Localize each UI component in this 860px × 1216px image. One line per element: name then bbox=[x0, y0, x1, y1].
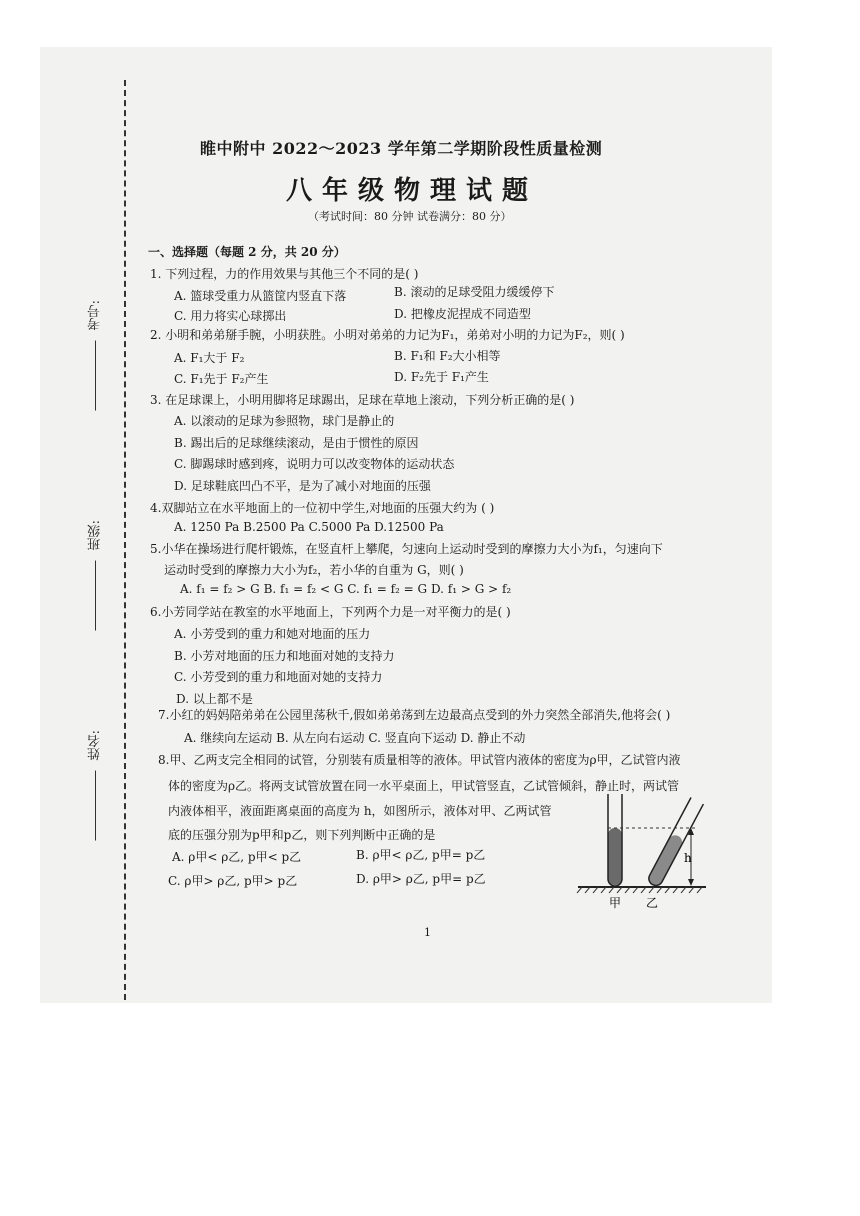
question-8-stem-line1: 8.甲、乙两支完全相同的试管，分别装有质量相等的液体。甲试管内液体的密度为ρ甲，乙试管内液 bbox=[158, 753, 681, 767]
question-1-stem: 1. 下列过程，力的作用效果与其他三个不同的是( ) bbox=[150, 267, 419, 281]
question-8-option-d: D. ρ甲> ρ乙, p甲= p乙 bbox=[356, 872, 486, 886]
question-3-stem: 3. 在足球课上，小明用脚将足球踢出，足球在草地上滚动，下列分析正确的是( ) bbox=[150, 393, 575, 407]
question-7-options: A. 继续向左运动 B. 从左向右运动 C. 竖直向下运动 D. 静止不动 bbox=[184, 731, 526, 745]
question-6-option-b: B. 小芳对地面的压力和地面对她的支持力 bbox=[174, 649, 395, 663]
question-8-stem-line4: 底的压强分别为p甲和p乙，则下列判断中正确的是 bbox=[168, 828, 436, 842]
tube-jia-label: 甲 bbox=[609, 896, 622, 910]
tube-jia-liquid bbox=[608, 828, 622, 885]
question-8-stem-line3: 内液体相平，液面距离桌面的高度为 h，如图所示，液体对甲、乙两试管 bbox=[168, 804, 552, 818]
class-blank bbox=[96, 561, 97, 631]
question-4-stem: 4.双脚站立在水平地面上的一位初中学生,对地面的压强大约为 ( ) bbox=[150, 501, 495, 515]
question-2-option-c: C. F₁先于 F₂产生 bbox=[174, 372, 269, 386]
height-arrow-bottom bbox=[688, 879, 694, 886]
height-label: h bbox=[684, 851, 692, 865]
section-heading: 一、选择题（每题 2 分，共 20 分） bbox=[148, 245, 346, 259]
question-6-option-d: D. 以上都不是 bbox=[176, 692, 253, 706]
exam-number-label: 考号: bbox=[88, 300, 103, 331]
question-3-option-d: D. 足球鞋底凹凸不平，是为了减小对地面的压强 bbox=[174, 479, 431, 493]
question-5-stem-line1: 5.小华在操场进行爬杆锻炼，在竖直杆上攀爬，匀速向上运动时受到的摩擦力大小为f₁，匀速向下 bbox=[150, 542, 663, 556]
question-3-option-c: C. 脚踢球时感到疼，说明力可以改变物体的运动状态 bbox=[174, 457, 455, 471]
name-label: 姓名: bbox=[88, 730, 103, 761]
question-8-option-c: C. ρ甲> ρ乙, p甲> p乙 bbox=[168, 874, 298, 888]
question-5-stem-line2: 运动时受到的摩擦力大小为f₂，若小华的自重为 G，则( ) bbox=[164, 563, 464, 577]
binding-dashed-line bbox=[124, 80, 126, 1000]
question-3-option-a: A. 以滚动的足球为参照物，球门是静止的 bbox=[174, 414, 395, 428]
question-8-option-b: B. ρ甲< ρ乙, p甲= p乙 bbox=[356, 848, 486, 862]
question-1-option-a: A. 篮球受重力从篮筐内竖直下落 bbox=[174, 289, 347, 303]
name-blank bbox=[96, 771, 97, 841]
name-field bbox=[86, 730, 105, 841]
page-number: 1 bbox=[424, 926, 431, 939]
question-1-option-d: D. 把橡皮泥捏成不同造型 bbox=[394, 307, 531, 321]
question-6-option-c: C. 小芳受到的重力和地面对她的支持力 bbox=[174, 670, 383, 684]
question-1-option-b: B. 滚动的足球受阻力缓缓停下 bbox=[394, 285, 555, 299]
class-label: 班级: bbox=[88, 520, 103, 551]
exam-number-blank bbox=[96, 341, 97, 411]
class-field bbox=[86, 520, 105, 631]
tube-yi-label: 乙 bbox=[646, 896, 659, 910]
exam-title: 八年级物理试题 bbox=[286, 176, 539, 206]
question-8-option-a: A. ρ甲< ρ乙, p甲< p乙 bbox=[172, 850, 302, 864]
question-8-stem-line2: 体的密度为ρ乙。将两支试管放置在同一水平桌面上，甲试管竖直，乙试管倾斜，静止时，两试管 bbox=[168, 779, 680, 793]
school-title: 睢中附中 2022～2023 学年第二学期阶段性质量检测 bbox=[200, 139, 603, 158]
question-2-option-a: A. F₁大于 F₂ bbox=[174, 351, 245, 365]
question-7-stem: 7.小红的妈妈陪弟弟在公园里荡秋千,假如弟弟荡到左边最高点受到的外力突然全部消失,他将会( ) bbox=[158, 708, 671, 722]
question-4-options: A. 1250 Pa B.2500 Pa C.5000 Pa D.12500 Pa bbox=[174, 520, 444, 534]
question-1-option-c: C. 用力将实心球掷出 bbox=[174, 309, 287, 323]
question-6-stem: 6.小芳同学站在教室的水平地面上，下列两个力是一对平衡力的是( ) bbox=[150, 605, 511, 619]
question-3-option-b: B. 踢出后的足球继续滚动，是由于惯性的原因 bbox=[174, 436, 419, 450]
question-2-option-b: B. F₁和 F₂大小相等 bbox=[394, 349, 501, 363]
question-6-option-a: A. 小芳受到的重力和她对地面的压力 bbox=[174, 627, 371, 641]
test-tube-figure bbox=[574, 790, 714, 912]
question-2-option-d: D. F₂先于 F₁产生 bbox=[394, 370, 489, 384]
exam-info: （考试时间：80 分钟 试卷满分：80 分） bbox=[308, 210, 512, 223]
tube-yi bbox=[646, 797, 703, 887]
question-5-options: A. f₁ = f₂ > G B. f₁ = f₂ < G C. f₁ = f₂ = G D. f₁ > G > f₂ bbox=[180, 582, 512, 596]
tube-yi-liquid bbox=[646, 833, 684, 888]
question-2-stem: 2. 小明和弟弟掰手腕，小明获胜。小明对弟弟的力记为F₁，弟弟对小明的力记为F₂，则( ) bbox=[150, 328, 625, 342]
exam-number-field bbox=[86, 300, 105, 411]
